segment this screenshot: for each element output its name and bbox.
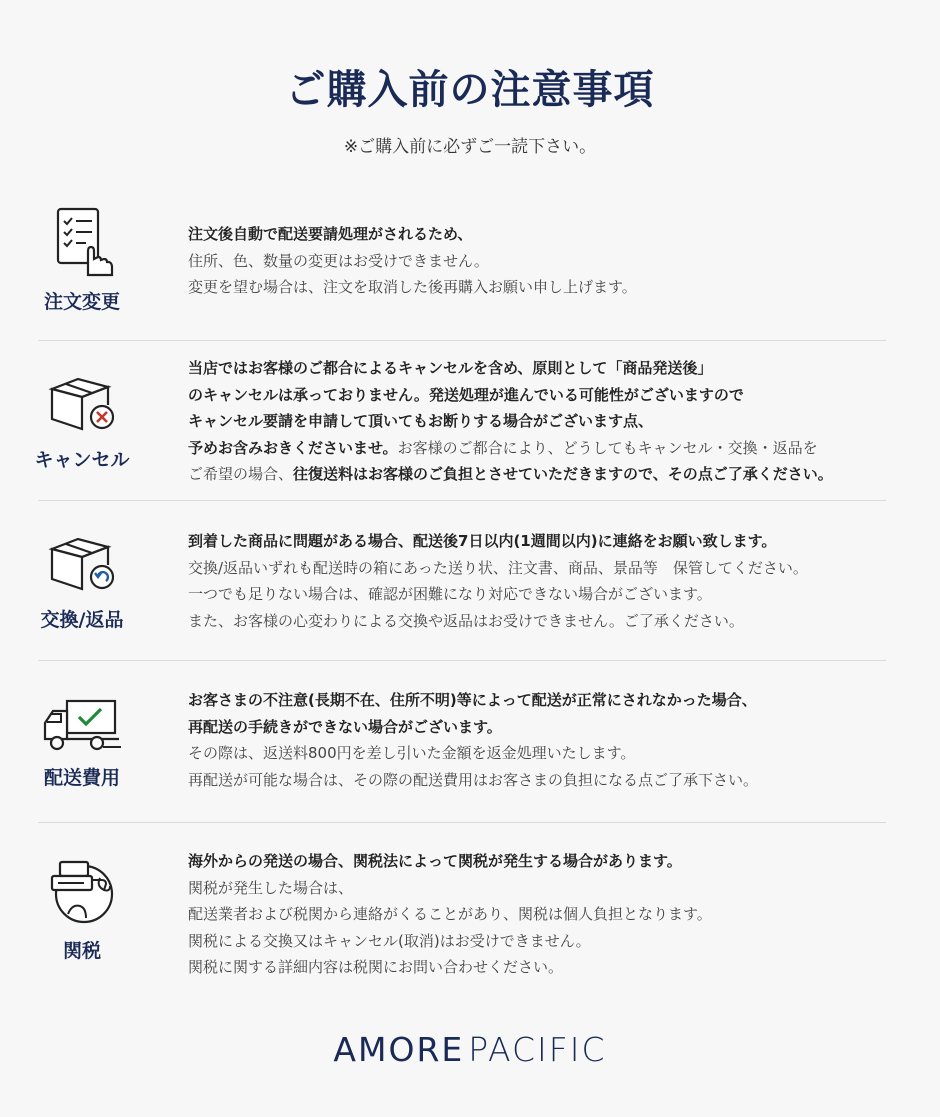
section-divider — [38, 660, 886, 661]
brand-logo-main: AMORE — [333, 1030, 465, 1069]
section-divider — [38, 340, 886, 341]
text-line: お客さまの不注意(長期不在、住所不明)等によって配送が正常にされなかった場合、 — [188, 691, 757, 709]
section-text — [188, 848, 928, 981]
box-return-icon — [46, 531, 118, 595]
section-icon-column — [22, 371, 142, 472]
delivery-truck-icon — [41, 695, 123, 753]
text-line: 再配送の手続きができない場合がございます。 — [188, 717, 502, 736]
section-text — [188, 355, 928, 488]
section-label: 配送費用 — [43, 767, 120, 789]
section-divider — [38, 822, 886, 823]
text-line: 変更を望む場合は、注文を取消した後再購入お願い申し上げます。 — [188, 278, 637, 296]
page-subtitle: ※ご購入前に必ずご一読下さい。 — [343, 137, 597, 157]
text-line: 関税に関する詳細内容は税関にお問い合わせください。 — [188, 958, 564, 976]
text-line: 到着した商品に問題がある場合、配送後7日以内(1週間以内)に連絡をお願い致します。 — [188, 532, 777, 550]
checklist-hand-icon — [50, 205, 114, 277]
page-title: ご購入前の注意事項 — [285, 67, 655, 113]
globe-package-icon — [46, 856, 118, 926]
text-bold-part: 往復送料はお客様のご負担とさせていただきますので、その点ご了承ください。 — [293, 465, 833, 483]
text-line: 配送業者および税関から連絡がくることがあり、関税は個人負担となります。 — [188, 905, 712, 923]
section-text — [188, 221, 928, 301]
section-icon-column — [22, 205, 142, 314]
section-label: キャンセル — [34, 449, 130, 471]
section-label: 関税 — [62, 940, 101, 962]
text-line: 海外からの発送の場合、関税法によって関税が発生する場合があります。 — [188, 852, 682, 870]
section-label: 交換/返品 — [40, 609, 124, 631]
box-cancel-icon — [46, 371, 118, 435]
section-icon-column — [22, 531, 142, 632]
text-line: のキャンセルは承っておりません。発送処理が進んでいる可能性がございますので — [188, 385, 744, 404]
text-normal-part: ご希望の場合、 — [188, 465, 294, 483]
section-icon-column — [22, 856, 142, 963]
text-line: 一つでも足りない場合は、確認が困難になり対応できない場合がございます。 — [188, 585, 712, 603]
brand-logo-sub: PACIFIC — [468, 1030, 607, 1069]
text-bold-part: 予めお含みおきくださいませ。 — [188, 438, 398, 457]
text-normal-part: お客様のご都合により、どうしてもキャンセル・交換・返品を — [397, 438, 818, 457]
section-label: 注文変更 — [43, 291, 120, 313]
section-text — [188, 528, 928, 634]
text-line: キャンセル要請を申請して頂いてもお断りする場合がございます点、 — [188, 412, 654, 430]
section-icon-column — [22, 695, 142, 790]
text-line: 注文後自動で配送要請処理がされるため、 — [188, 225, 473, 243]
text-line: 交換/返品いずれも配送時の箱にあった送り状、注文書、商品、景品等 保管してください。 — [188, 558, 808, 577]
text-line: 関税による交換又はキャンセル(取消)はお受けできません。 — [188, 931, 591, 950]
text-line: 再配送が可能な場合は、その際の配送費用はお客さまの負担になる点ご了承下さい。 — [188, 770, 759, 789]
text-line: 関税が発生した場合は、 — [188, 878, 354, 897]
section-divider — [38, 500, 886, 501]
text-line — [188, 461, 928, 488]
text-line: 住所、色、数量の変更はお受けできません。 — [188, 251, 489, 270]
text-line: 当店ではお客様のご都合によるキャンセルを含め、原則として「商品発送後」 — [188, 359, 713, 377]
text-line: その際は、返送料800円を差し引いた金額を返金処理いたします。 — [188, 744, 636, 762]
text-line — [188, 435, 928, 462]
brand-logo — [0, 1030, 940, 1069]
text-line: また、お客様の心変わりによる交換や返品はお受けできません。ご了承ください。 — [188, 611, 744, 630]
section-text — [188, 687, 928, 793]
